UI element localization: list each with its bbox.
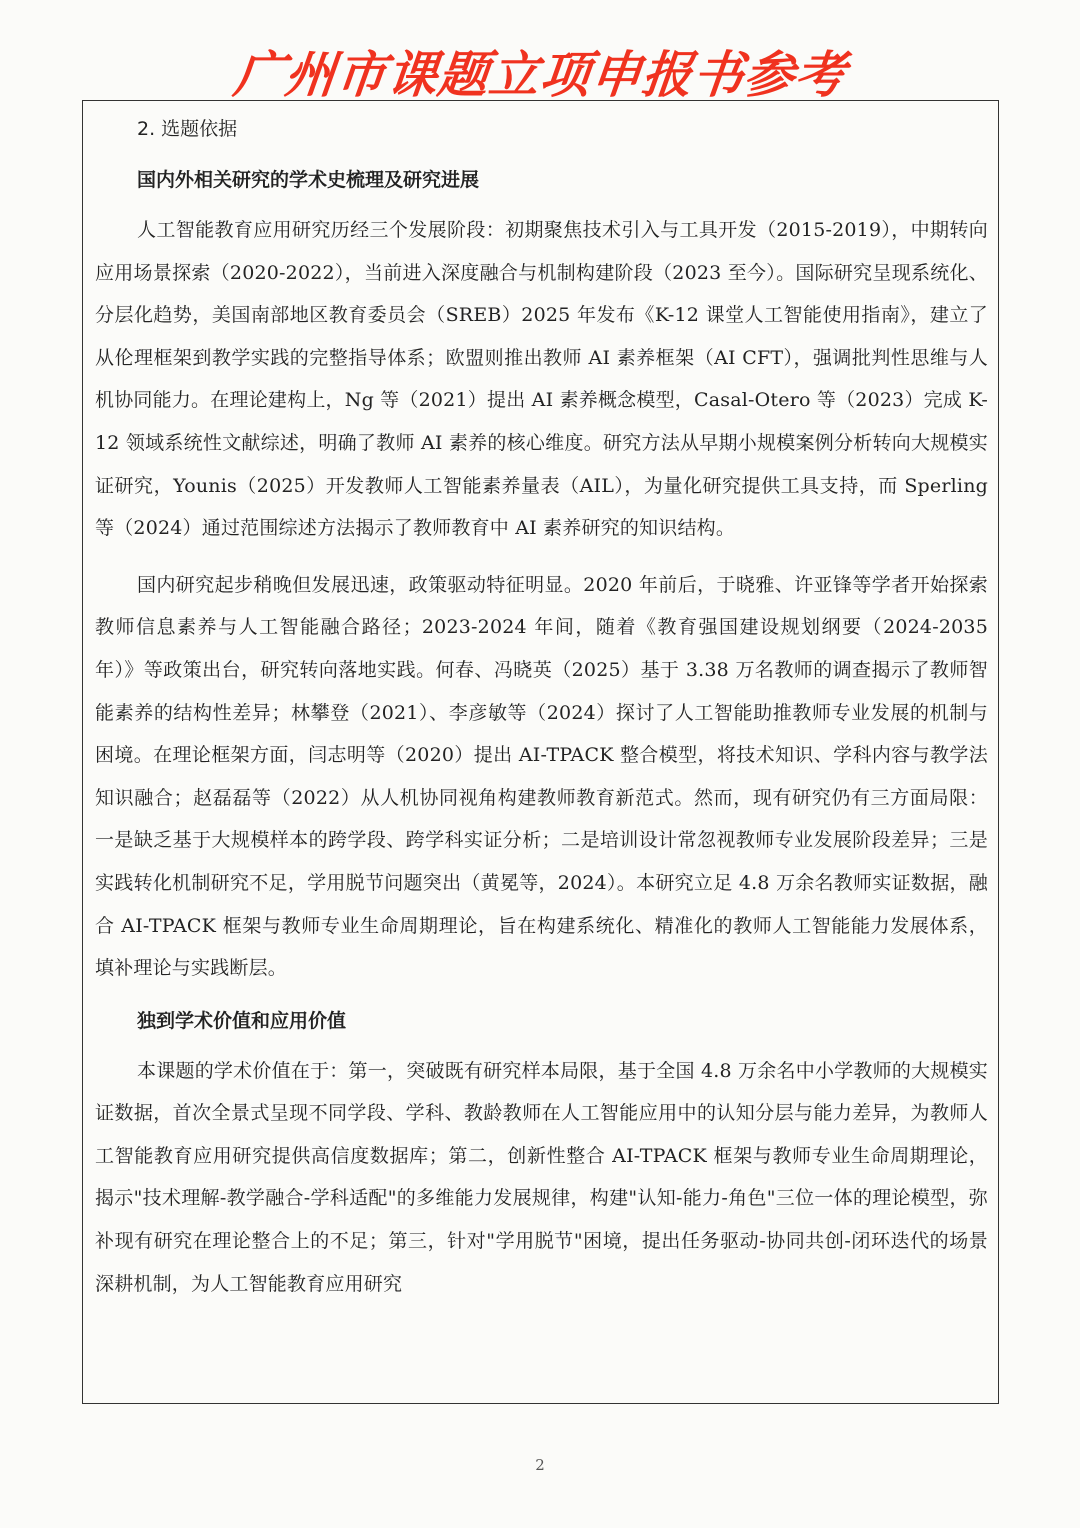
subheading-research-history: 国内外相关研究的学术史梳理及研究进展 <box>137 169 480 191</box>
paragraph-domestic-research: 国内研究起步稍晚但发展迅速，政策驱动特征明显。2020 年前后，于晓雅、许亚锋等学者开始探索教师信息素养与人工智能融合路径；2023-2024 年间，随着《教育强国建设规划纲要（2024-2035 年）》等政策出台，研究转向落地实践。何春、冯晓英（2025）基于 3.38 万名教师的调查揭示了教师智能素养的结构性差异；林攀登（2021）、李彦敏等（2024）探讨了人工智能助推教师专业发展的机制与困境。在理论框架方面，闫志明等（2020）提出 AI-TPACK 整合模型，将技术知识、学科内容与教学法知识融合；赵磊磊等（2022）从人机协同视角构建教师教育新范式。然而，现有研究仍有三方面局限：一是缺乏基于大规模样本的跨学段、跨学科实证分析；二是培训设计常忽视教师专业发展阶段差异；三是实践转化机制研究不足，学用脱节问题突出（黄冕等，2024）。本研究立足 4.8 万余名教师实证数据，融合 AI-TPACK 框架与教师专业生命周期理论，旨在构建系统化、精准化的教师人工智能能力发展体系，填补理论与实践断层。 <box>95 573 988 980</box>
paragraph-international-research: 人工智能教育应用研究历经三个发展阶段：初期聚焦技术引入与工具开发（2015-2019），中期转向应用场景探索（2020-2022），当前进入深度融合与机制构建阶段（2023 至今）。国际研究呈现系统化、分层化趋势，美国南部地区教育委员会（SREB）2025 年发布《K-12 课堂人工智能使用指南》，建立了从伦理框架到教学实践的完整指导体系；欧盟则推出教师 AI 素养框架（AI CFT），强调批判性思维与人机协同能力。在理论建构上，Ng 等（2021）提出 AI 素养概念模型，Casal-Otero 等（2023）完成 K-12 领域系统性文献综述，明确了教师 AI 素养的核心维度。研究方法从早期小规模案例分析转向大规模实证研究，Younis（2025）开发教师人工智能素养量表（AIL），为量化研究提供工具支持，而 Sperling 等（2024）通过范围综述方法揭示了教师教育中 AI 素养研究的知识结构。 <box>95 219 988 540</box>
banner-title: 广州市课题立项申报书参考 <box>230 46 850 104</box>
paragraph-academic-value: 本课题的学术价值在于：第一，突破既有研究样本局限，基于全国 4.8 万余名中小学教师的大规模实证数据，首次全景式呈现不同学段、学科、教龄教师在人工智能应用中的认知分层与能力差异，为教师人工智能教育应用研究提供高信度数据库；第二，创新性整合 AI-TPACK 框架与教师专业生命周期理论，揭示"技术理解-教学融合-学科适配"的多维能力发展规律，构建"认知-能力-角色"三位一体的理论模型，弥补现有研究在理论整合上的不足；第三，针对"学用脱节"困境，提出任务驱动-协同共创-闭环迭代的场景深耕机制，为人工智能教育应用研究 <box>95 1059 988 1295</box>
page-number: 2 <box>535 1456 545 1474</box>
document-frame <box>82 100 999 1404</box>
subheading-academic-value: 独到学术价值和应用价值 <box>137 1009 347 1032</box>
document-content <box>95 109 988 1319</box>
section-title: 2. 选题依据 <box>137 118 238 140</box>
